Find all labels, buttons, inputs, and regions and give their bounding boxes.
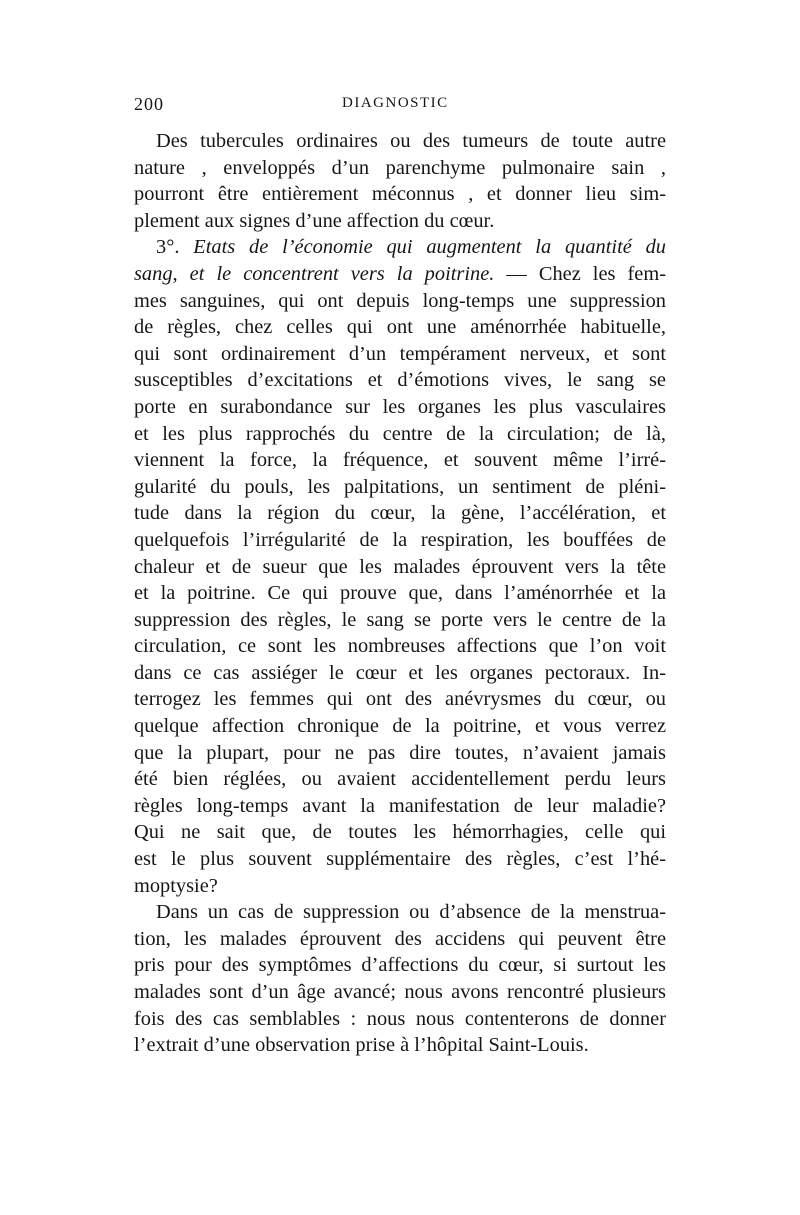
text-line: chaleur et de sueur que les malades éprouvent vers la tête [134, 555, 666, 578]
text-line: est le plus souvent supplémentaire des règles, c’est l’hé- [134, 848, 666, 871]
paragraph-3 [134, 899, 666, 1059]
text-line: dans ce cas assiéger le cœur et les organes pectoraux. In- [134, 661, 666, 684]
section-heading-cont: sang, et le concentrent vers la poitrine. [134, 262, 495, 285]
running-title: DIAGNOSTIC [342, 95, 449, 111]
text-line: et la poitrine. Ce qui prouve que, dans l’aménorrhée et la [134, 582, 666, 605]
text-line: malades sont d’un âge avancé; nous avons rencontré plusieurs [134, 981, 666, 1003]
text-line: susceptibles d’excitations et d’émotions vives, le sang se [134, 369, 666, 392]
text-line: qui sont ordinairement d’un tempérament nerveux, et sont [134, 342, 666, 365]
text-line: viennent la force, la fréquence, et souvent même l’irré- [134, 449, 666, 472]
paragraph-1 [134, 128, 666, 234]
text-line: Qui ne sait que, de toutes les hémorrhagies, celle qui [134, 821, 666, 844]
text-line: gularité du pouls, les palpitations, un sentiment de pléni- [134, 475, 666, 498]
section-number: 3°. [156, 236, 180, 259]
text-line: moptysie? [134, 874, 218, 897]
text-line: Des tubercules ordinaires ou des tumeurs de toute autre [156, 130, 666, 152]
text-line: pris pour des symptômes d’affections du cœur, si surtout les [134, 954, 666, 977]
section-heading-line-1 [134, 234, 666, 261]
page-header [134, 94, 666, 118]
paragraph-2 [134, 234, 666, 899]
section-heading-after: — Chez les fem- [494, 262, 666, 285]
text-line: porte en surabondance sur les organes les plus vasculaires [134, 395, 666, 418]
text-line: et les plus rapprochés du centre de la circulation; de là, [134, 422, 666, 445]
page-number: 200 [134, 94, 164, 114]
text-line: de règles, chez celles qui ont une aménorrhée habituelle, [134, 316, 666, 339]
text-line: quelque affection chronique de la poitrine, et vous verrez [134, 715, 666, 738]
text-line: mes sanguines, qui ont depuis long-temps une suppression [134, 289, 666, 312]
text-line: plement aux signes d’une affection du cœur. [134, 209, 495, 232]
text-line: que la plupart, pour ne pas dire toutes, n’avaient jamais [134, 741, 666, 764]
text-line: Dans un cas de suppression ou d’absence de la menstrua- [156, 901, 666, 924]
text-line: tion, les malades éprouvent des accidens qui peuvent être [134, 927, 666, 950]
text-line: fois des cas semblables : nous nous contenterons de donner [134, 1007, 666, 1030]
text-line: tude dans la région du cœur, la gène, l’accélération, et [134, 502, 666, 525]
section-heading-line-2 [134, 261, 666, 288]
text-line: terrogez les femmes qui ont des anévrysmes du cœur, ou [134, 688, 666, 711]
text-line: suppression des règles, le sang se porte vers le centre de la [134, 608, 666, 631]
text-line: nature , enveloppés d’un parenchyme pulmonaire sain , [134, 156, 666, 179]
text-line: circulation, ce sont les nombreuses affections que l’on voit [134, 635, 666, 658]
text-line: pourront être entièrement méconnus , et donner lieu sim- [134, 183, 666, 206]
text-line: l’extrait d’une observation prise à l’hôpital Saint-Louis. [134, 1034, 589, 1057]
text-line: règles long-temps avant la manifestation de leur maladie? [134, 794, 666, 817]
section-heading: Etats de l’économie qui augmentent la quantité du [193, 236, 666, 259]
body-text [134, 128, 666, 1059]
text-line: quelquefois l’irrégularité de la respiration, les bouffées de [134, 528, 666, 551]
text-line: été bien réglées, ou avaient accidentellement perdu leurs [134, 768, 666, 791]
